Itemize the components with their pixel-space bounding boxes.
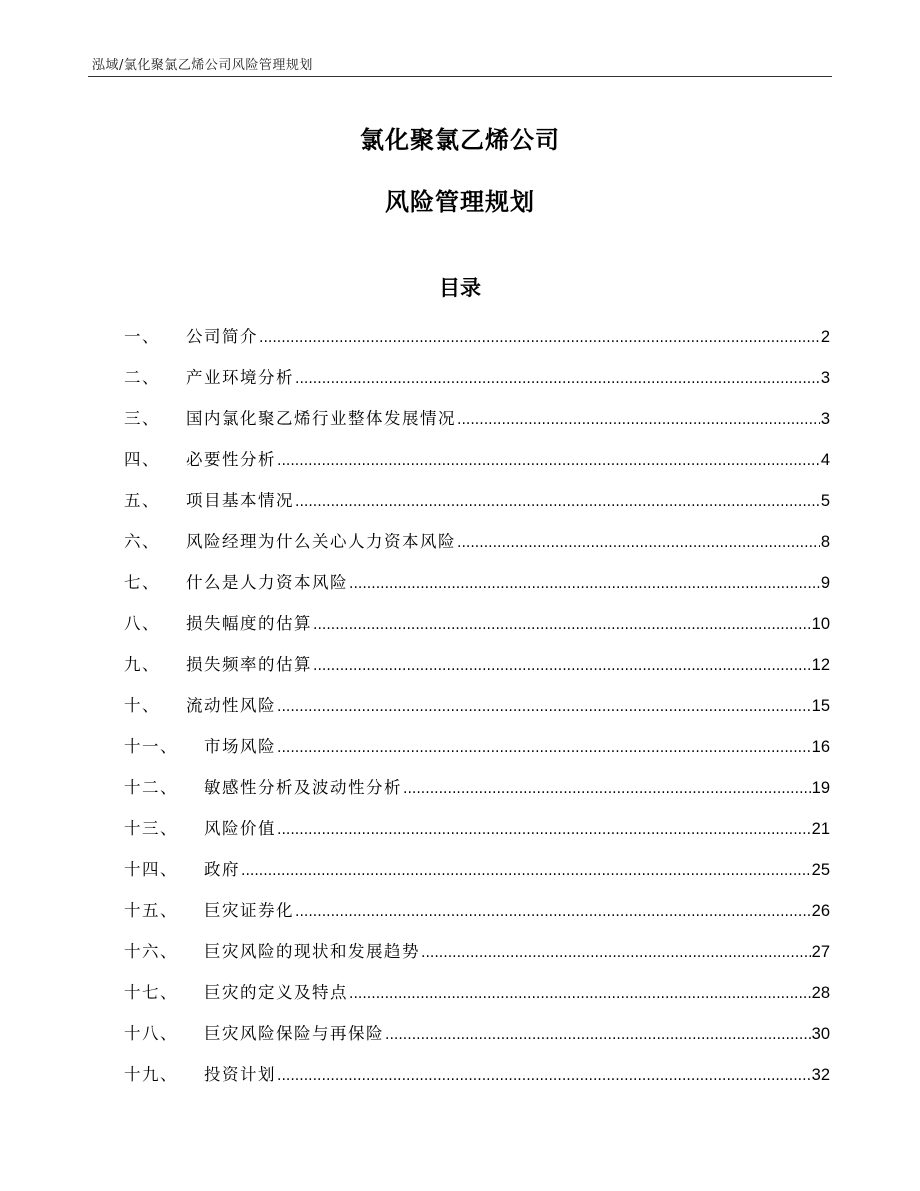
toc-entry-number: 十七、 (124, 983, 178, 1002)
toc-entry-title: 巨灾风险保险与再保险 (204, 1024, 384, 1043)
toc-dot-leader (349, 572, 820, 596)
toc-entry[interactable] (124, 653, 830, 694)
toc-entry[interactable] (124, 571, 830, 612)
toc-entry-title: 必要性分析 (186, 450, 276, 469)
toc-entry-page: 27 (811, 943, 830, 961)
toc-entry-number: 十五、 (124, 901, 178, 920)
toc-entry-number: 三、 (124, 409, 160, 428)
toc-entry-number: 六、 (124, 532, 160, 551)
toc-entry-number: 二、 (124, 368, 160, 387)
toc-dot-leader (313, 613, 811, 637)
toc-entry-page: 16 (811, 738, 830, 756)
toc-entry-title: 国内氯化聚乙烯行业整体发展情况 (186, 409, 456, 428)
toc-entry-number: 十一、 (124, 737, 178, 756)
toc-entry-page: 4 (820, 451, 830, 469)
toc-entry-title: 敏感性分析及波动性分析 (204, 778, 402, 797)
toc-entry-title: 损失频率的估算 (186, 655, 312, 674)
toc-entry-title: 流动性风险 (186, 696, 276, 715)
toc-entry-page: 9 (820, 574, 830, 592)
toc-entry-page: 12 (811, 656, 830, 674)
toc-entry-title: 政府 (204, 860, 240, 879)
toc-entry-title: 产业环境分析 (186, 368, 294, 387)
toc-entry[interactable] (124, 1022, 830, 1063)
toc-entry-title: 损失幅度的估算 (186, 614, 312, 633)
toc-entry-title: 项目基本情况 (186, 491, 294, 510)
toc-dot-leader (259, 326, 820, 350)
toc-entry-number: 十四、 (124, 860, 178, 879)
toc-entry-page: 15 (811, 697, 830, 715)
toc-entry-number: 十二、 (124, 778, 178, 797)
toc-entry-page: 19 (811, 779, 830, 797)
toc-dot-leader (295, 367, 820, 391)
toc-dot-leader (457, 531, 820, 555)
toc-entry-number: 九、 (124, 655, 160, 674)
toc-entry[interactable] (124, 366, 830, 407)
toc-dot-leader (313, 654, 811, 678)
toc-dot-leader (385, 1023, 811, 1047)
toc-entry-title: 投资计划 (204, 1065, 276, 1084)
toc-entry-page: 32 (811, 1066, 830, 1084)
toc-entry-page: 26 (811, 902, 830, 920)
header-text: 泓域/氯化聚氯乙烯公司风险管理规划 (92, 58, 313, 73)
toc-entry[interactable] (124, 612, 830, 653)
toc-entry-number: 十八、 (124, 1024, 178, 1043)
toc-dot-leader (295, 900, 811, 924)
toc-entry-number: 十、 (124, 696, 160, 715)
toc-entry[interactable] (124, 489, 830, 530)
toc-entry[interactable] (124, 448, 830, 489)
toc-dot-leader (295, 490, 820, 514)
toc-dot-leader (241, 859, 811, 883)
toc-dot-leader (277, 449, 820, 473)
toc-entry-number: 一、 (124, 327, 160, 346)
toc-entry[interactable] (124, 407, 830, 448)
toc-dot-leader (457, 408, 820, 432)
toc-entry-title: 巨灾证券化 (204, 901, 294, 920)
toc-entry-title: 什么是人力资本风险 (186, 573, 348, 592)
toc-entry-number: 七、 (124, 573, 160, 592)
toc-dot-leader (277, 1064, 811, 1088)
toc-dot-leader (421, 941, 811, 965)
toc-entry-page: 5 (820, 492, 830, 510)
toc-entry-page: 3 (820, 410, 830, 428)
toc-entry-title: 市场风险 (204, 737, 276, 756)
toc-entry-page: 8 (820, 533, 830, 551)
toc-entry-title: 风险经理为什么关心人力资本风险 (186, 532, 456, 551)
toc-list (124, 325, 830, 1104)
toc-entry-number: 四、 (124, 450, 160, 469)
toc-entry[interactable] (124, 325, 830, 366)
toc-entry[interactable] (124, 1063, 830, 1104)
toc-entry-number: 十九、 (124, 1065, 178, 1084)
toc-dot-leader (277, 736, 811, 760)
toc-entry-number: 五、 (124, 491, 160, 510)
toc-entry-page: 30 (811, 1025, 830, 1043)
toc-entry-page: 10 (811, 615, 830, 633)
toc-entry[interactable] (124, 858, 830, 899)
toc-dot-leader (277, 695, 811, 719)
toc-entry-number: 十六、 (124, 942, 178, 961)
toc-entry-number: 八、 (124, 614, 160, 633)
toc-dot-leader (277, 818, 811, 842)
toc-entry[interactable] (124, 694, 830, 735)
toc-entry-title: 巨灾的定义及特点 (204, 983, 348, 1002)
toc-entry-page: 2 (820, 328, 830, 346)
toc-entry[interactable] (124, 817, 830, 858)
toc-dot-leader (403, 777, 811, 801)
toc-entry-title: 风险价值 (204, 819, 276, 838)
toc-entry-page: 3 (820, 369, 830, 387)
toc-entry[interactable] (124, 530, 830, 571)
toc-heading: 目录 (439, 276, 481, 300)
toc-entry[interactable] (124, 735, 830, 776)
toc-entry[interactable] (124, 899, 830, 940)
toc-entry[interactable] (124, 776, 830, 817)
toc-entry-number: 十三、 (124, 819, 178, 838)
toc-dot-leader (349, 982, 811, 1006)
toc-entry-title: 巨灾风险的现状和发展趋势 (204, 942, 420, 961)
toc-entry-title: 公司简介 (186, 327, 258, 346)
toc-entry[interactable] (124, 981, 830, 1022)
toc-entry-page: 28 (811, 984, 830, 1002)
toc-entry[interactable] (124, 940, 830, 981)
toc-entry-page: 25 (811, 861, 830, 879)
document-title-line1: 氯化聚氯乙烯公司 (360, 126, 560, 154)
header-divider (88, 76, 832, 77)
document-title-line2: 风险管理规划 (385, 188, 535, 216)
toc-entry-page: 21 (811, 820, 830, 838)
